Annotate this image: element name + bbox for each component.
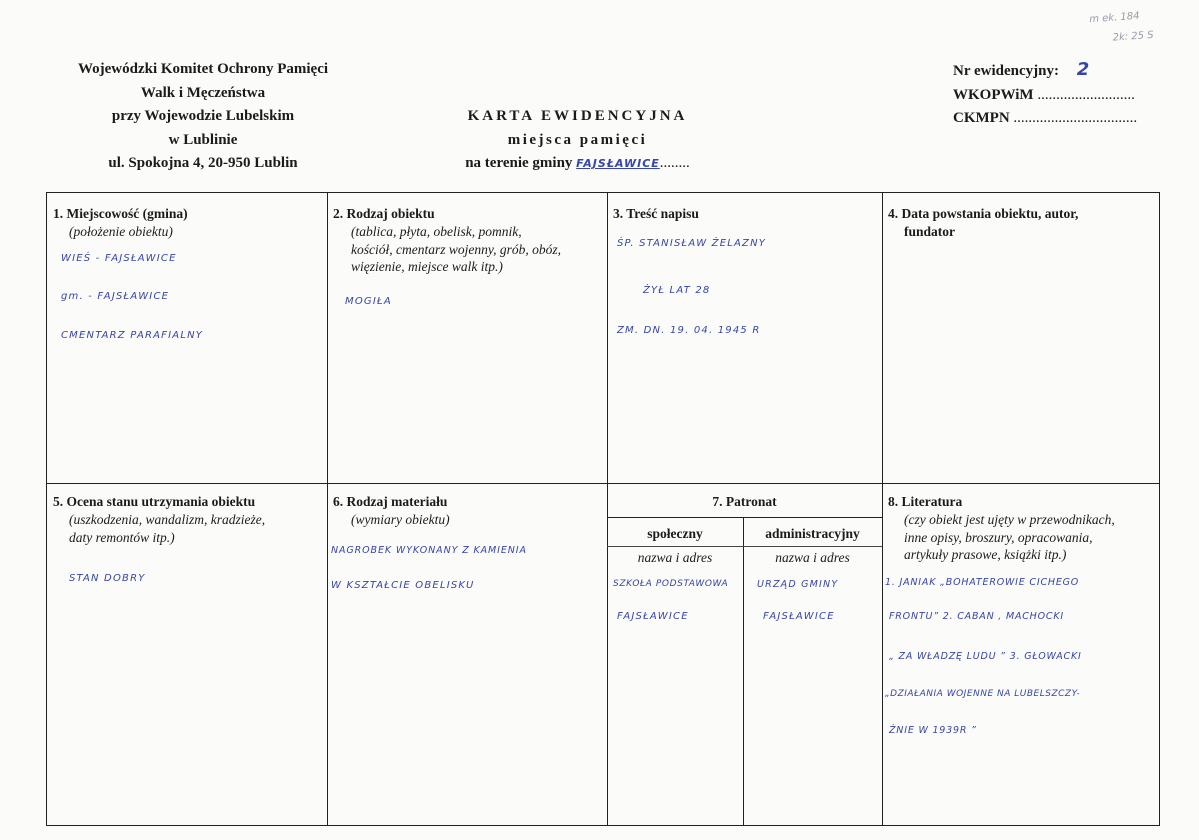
cell-5-subtitle-line: (uszkodzenia, wandalizm, kradzieże, [69, 512, 266, 527]
patronat-admin-sub: nazwa i adres [775, 550, 850, 565]
cell-2-title: 2. Rodzaj obiektu [333, 206, 435, 221]
cell-8-subtitle-line: inne opisy, broszury, opracowania, [904, 529, 1093, 545]
cell-6-hand-line: NAGROBEK WYKONANY Z KAMIENIA [331, 545, 527, 556]
cell-8-subtitle-line: artykuły prasowe, książki itp.) [904, 547, 1067, 562]
cell-2-subtitle-line: kościół, cmentarz wojenny, grób, obóz, [351, 241, 561, 257]
patronat-social-hand-line: SZKOŁA PODSTAWOWA [613, 579, 729, 589]
corner-note-line: 2k: 25 S [1112, 29, 1154, 44]
issuer-line: Wojewódzki Komitet Ochrony Pamięci [77, 61, 329, 77]
cell-7-title: 7. Patronat [712, 494, 777, 509]
cell-1-hand-line: WIEŚ - FAJSŁAWICE [61, 253, 177, 264]
cell-2-subtitle-line: (tablica, płyta, obelisk, pomnik, [351, 224, 522, 239]
cell-8-subtitle-line: (czy obiekt jest ujęty w przewodnikach, [904, 512, 1115, 527]
cell-6-title: 6. Rodzaj materiału [333, 494, 448, 509]
corner-note-line: m ek. 184 [1088, 10, 1140, 26]
patronat-header-line [607, 517, 882, 518]
card-title: KARTA EWIDENCYJNA [467, 108, 688, 124]
grid-divider [882, 193, 883, 825]
gmina-dots: ........ [659, 155, 690, 171]
cell-3-hand-line: ZM. DN. 19. 04. 1945 R [617, 325, 761, 336]
patronat-social-sub: nazwa i adres [637, 550, 713, 565]
gmina-line [425, 152, 730, 176]
cell-5-title: 5. Ocena stanu utrzymania obiektu [53, 494, 256, 509]
wkopwim-dots: .......................... [1037, 86, 1135, 103]
cell-3-title: 3. Treść napisu [613, 206, 699, 221]
ckmpn-label: CKMPN [953, 110, 1010, 126]
nr-value: 2 [1076, 59, 1091, 80]
card-title-block [425, 105, 730, 176]
cell-8-hand-line: FRONTU” 2. CABAN , MACHOCKI [889, 611, 1064, 622]
patronat-admin-header: administracyjny [765, 526, 860, 541]
cell-2-subtitle [351, 223, 561, 276]
cell-8-hand-line: ŹNIE W 1939R ” [889, 725, 977, 736]
issuer-line: w Lublinie [168, 131, 238, 148]
cell-2-subtitle-line: więzienie, miejsce walk itp.) [351, 259, 503, 274]
gmina-label: na terenie gminy [465, 155, 573, 171]
cell-1-subtitle: (położenie obiektu) [69, 224, 173, 239]
issuer-line: ul. Spokojna 4, 20-950 Lublin [108, 155, 298, 171]
cell-1-title: 1. Miejscowość (gmina) [53, 206, 188, 221]
patronat-admin-hand-line: FAJSŁAWICE [763, 611, 835, 622]
grid-divider [327, 193, 328, 825]
ckmpn-dots: ................................. [1013, 110, 1138, 126]
cell-4-title-line: fundator [904, 224, 956, 239]
cell-4-title [888, 205, 1078, 241]
patronat-sub-line [607, 546, 882, 547]
patronat-admin-hand-line: URZĄD GMINY [757, 579, 839, 590]
patronat-social-hand-line: FAJSŁAWICE [617, 611, 689, 622]
cell-6-subtitle: (wymiary obiektu) [351, 512, 450, 527]
cell-1-hand-line: gm. - FAJSŁAWICE [61, 291, 170, 302]
record-grid [46, 192, 1160, 826]
nr-row [953, 58, 1193, 84]
cell-5-subtitle-line: daty remontów itp.) [69, 529, 175, 545]
issuer-block [48, 58, 358, 176]
card-subtitle: miejsca pamięci [507, 131, 648, 148]
cell-8-subtitle [904, 511, 1115, 564]
cell-8-title: 8. Literatura [888, 494, 963, 509]
cell-8-hand-line: „ ZA WŁADZĘ LUDU ” 3. GŁOWACKI [889, 651, 1082, 662]
wkopwim-label: WKOPWiM [953, 86, 1034, 103]
corner-note [1089, 6, 1155, 50]
ckmpn-row [953, 107, 1193, 131]
gmina-value: FAJSŁAWICE [576, 157, 660, 170]
issuer-line: przy Wojewodzie Lubelskim [111, 108, 295, 124]
cell-5-hand-line: STAN DOBRY [69, 573, 146, 584]
cell-1-hand-line: CMENTARZ PARAFIALNY [61, 330, 204, 341]
cell-3-hand-line: ŚP. STANISŁAW ŻELAZNY [617, 238, 767, 249]
cell-4-title-line: 4. Data powstania obiektu, autor, [888, 206, 1079, 221]
wkopwim-row [953, 84, 1193, 108]
cell-5-subtitle [69, 511, 265, 546]
grid-divider [47, 483, 1159, 484]
cell-8-hand-line: 1. JANIAK „BOHATEROWIE CICHEGO [885, 577, 1080, 588]
issuer-line: Walk i Męczeństwa [140, 84, 266, 101]
nr-label: Nr ewidencyjny: [953, 63, 1059, 79]
cell-6-hand-line: W KSZTAŁCIE OBELISKU [331, 580, 475, 591]
cell-2-hand-line: MOGIŁA [345, 296, 392, 307]
cell-8-hand-line: „DZIAŁANIA WOJENNE NA LUBELSZCZY- [885, 689, 1081, 699]
registry-block [953, 58, 1193, 131]
patronat-social-header: społeczny [647, 526, 703, 541]
cell-3-hand-line: ŻYŁ LAT 28 [643, 285, 711, 296]
